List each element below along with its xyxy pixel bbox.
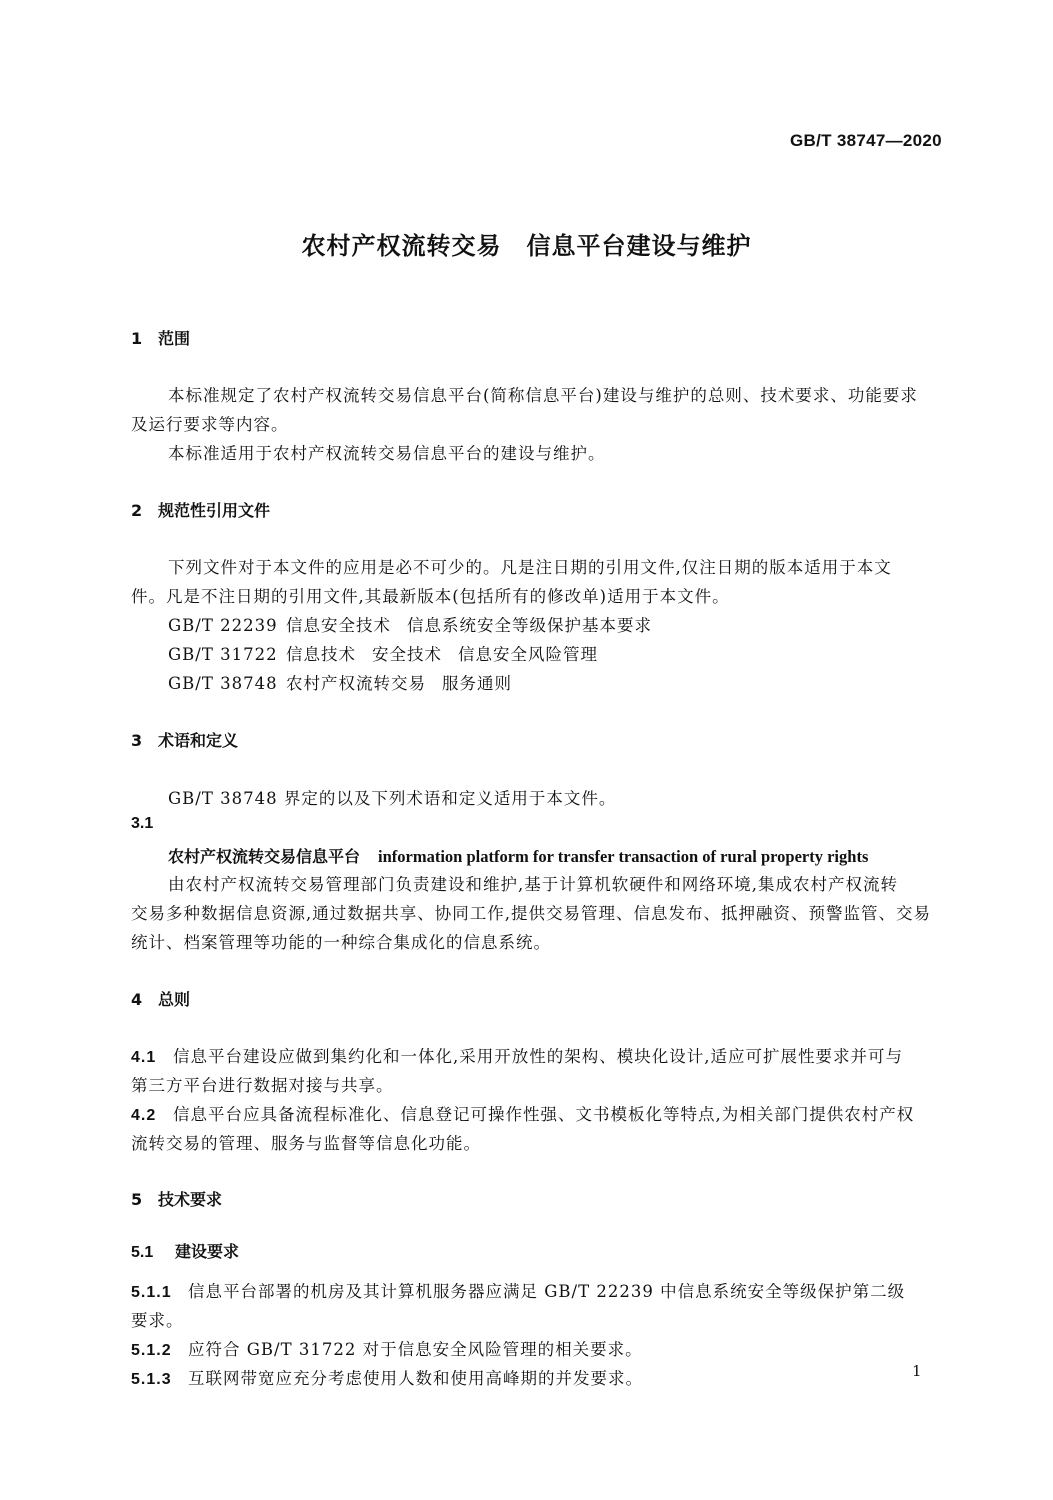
paragraph-line: 第三方平台进行数据对接与共享。 — [131, 1076, 394, 1095]
subsection-number: 5.1 — [131, 1244, 154, 1261]
term-number: 3.1 — [131, 815, 154, 832]
reference-title-part: 信息安全风险管理 — [458, 645, 598, 664]
section-number: 1 — [131, 329, 143, 348]
clause-text: 应符合 GB/T 31722 对于信息安全风险管理的相关要求。 — [188, 1340, 643, 1359]
reference-title-part: 信息系统安全等级保护基本要求 — [407, 616, 652, 635]
normative-reference — [168, 612, 652, 636]
section-title: 总则 — [158, 990, 191, 1009]
subsection-title: 建设要求 — [175, 1242, 240, 1261]
clause-number: 5.1.1 — [131, 1284, 172, 1301]
normative-reference — [168, 670, 512, 694]
section-3-heading — [131, 728, 238, 751]
term-chinese: 农村产权流转交易信息平台 — [168, 847, 361, 866]
clause-5-1-3 — [131, 1365, 643, 1389]
definition-line: 由农村产权流转交易管理部门负责建设和维护,基于计算机软硬件和网络环境,集成农村产权流转 — [168, 875, 898, 894]
paragraph-line: 本标准适用于农村产权流转交易信息平台的建设与维护。 — [168, 444, 606, 463]
section-4-heading — [131, 987, 190, 1010]
clause-5-1-2 — [131, 1336, 643, 1360]
definition-line: 交易多种数据信息资源,通过数据共享、协同工作,提供交易管理、信息发布、抵押融资、预警监管、交易 — [131, 904, 931, 923]
clause-5-1-1 — [131, 1278, 905, 1302]
section-title: 规范性引用文件 — [158, 501, 271, 520]
reference-code: GB/T 22239 — [168, 616, 278, 635]
clause-number: 4.1 — [131, 1049, 157, 1066]
document-title: 农村产权流转交易 信息平台建设与维护 — [301, 232, 752, 260]
clause-text: 信息平台建设应做到集约化和一体化,采用开放性的架构、模块化设计,适应可扩展性要求并可与 — [173, 1047, 903, 1066]
clause-number: 5.1.3 — [131, 1371, 172, 1388]
reference-title-part: 服务通则 — [442, 674, 512, 693]
term-entry — [168, 844, 868, 867]
clause-number: 5.1.2 — [131, 1342, 172, 1359]
clause-text: 信息平台应具备流程标准化、信息登记可操作性强、文书模板化等特点,为相关部门提供农村产权 — [173, 1105, 915, 1124]
clause-4-1 — [131, 1043, 903, 1067]
paragraph-line: 及运行要求等内容。 — [131, 415, 289, 434]
clause-number: 4.2 — [131, 1107, 157, 1124]
section-5-heading — [131, 1187, 222, 1210]
paragraph-line: 要求。 — [131, 1311, 184, 1330]
page-number: 1 — [912, 1362, 922, 1380]
paragraph-line: 本标准规定了农村产权流转交易信息平台(简称信息平台)建设与维护的总则、技术要求、功能要求 — [168, 386, 918, 405]
term-english: information platform for transfer transaction of rural property rights — [378, 847, 869, 866]
clause-text: 信息平台部署的机房及其计算机服务器应满足 GB/T 22239 中信息系统安全等级保护第二级 — [188, 1282, 906, 1301]
section-1-heading — [131, 326, 190, 349]
section-number: 4 — [131, 990, 143, 1009]
reference-title-part: 农村产权流转交易 — [286, 674, 426, 693]
section-title: 范围 — [158, 329, 191, 348]
section-number: 5 — [131, 1190, 143, 1209]
section-title: 术语和定义 — [158, 731, 239, 750]
subsection-5-1-heading — [131, 1239, 239, 1262]
definition-line: 统计、档案管理等功能的一种综合集成化的信息系统。 — [131, 933, 551, 952]
paragraph-line: 下列文件对于本文件的应用是必不可少的。凡是注日期的引用文件,仅注日期的版本适用于本文 — [168, 558, 892, 577]
section-title: 技术要求 — [158, 1190, 223, 1209]
reference-title-part: 信息技术 — [286, 645, 356, 664]
standard-number: GB/T 38747—2020 — [790, 131, 942, 150]
normative-reference — [168, 641, 598, 665]
section-number: 3 — [131, 731, 143, 750]
clause-text: 互联网带宽应充分考虑使用人数和使用高峰期的并发要求。 — [188, 1369, 643, 1388]
clause-4-2 — [131, 1101, 914, 1125]
reference-title-part: 信息安全技术 — [286, 616, 391, 635]
paragraph-line: 件。凡是不注日期的引用文件,其最新版本(包括所有的修改单)适用于本文件。 — [131, 587, 730, 606]
reference-code: GB/T 31722 — [168, 645, 278, 664]
reference-title-part: 安全技术 — [372, 645, 442, 664]
paragraph-line: 流转交易的管理、服务与监督等信息化功能。 — [131, 1134, 481, 1153]
section-2-heading — [131, 498, 270, 521]
paragraph-line: GB/T 38748 界定的以及下列术语和定义适用于本文件。 — [168, 789, 617, 808]
reference-code: GB/T 38748 — [168, 674, 278, 693]
section-number: 2 — [131, 501, 143, 520]
